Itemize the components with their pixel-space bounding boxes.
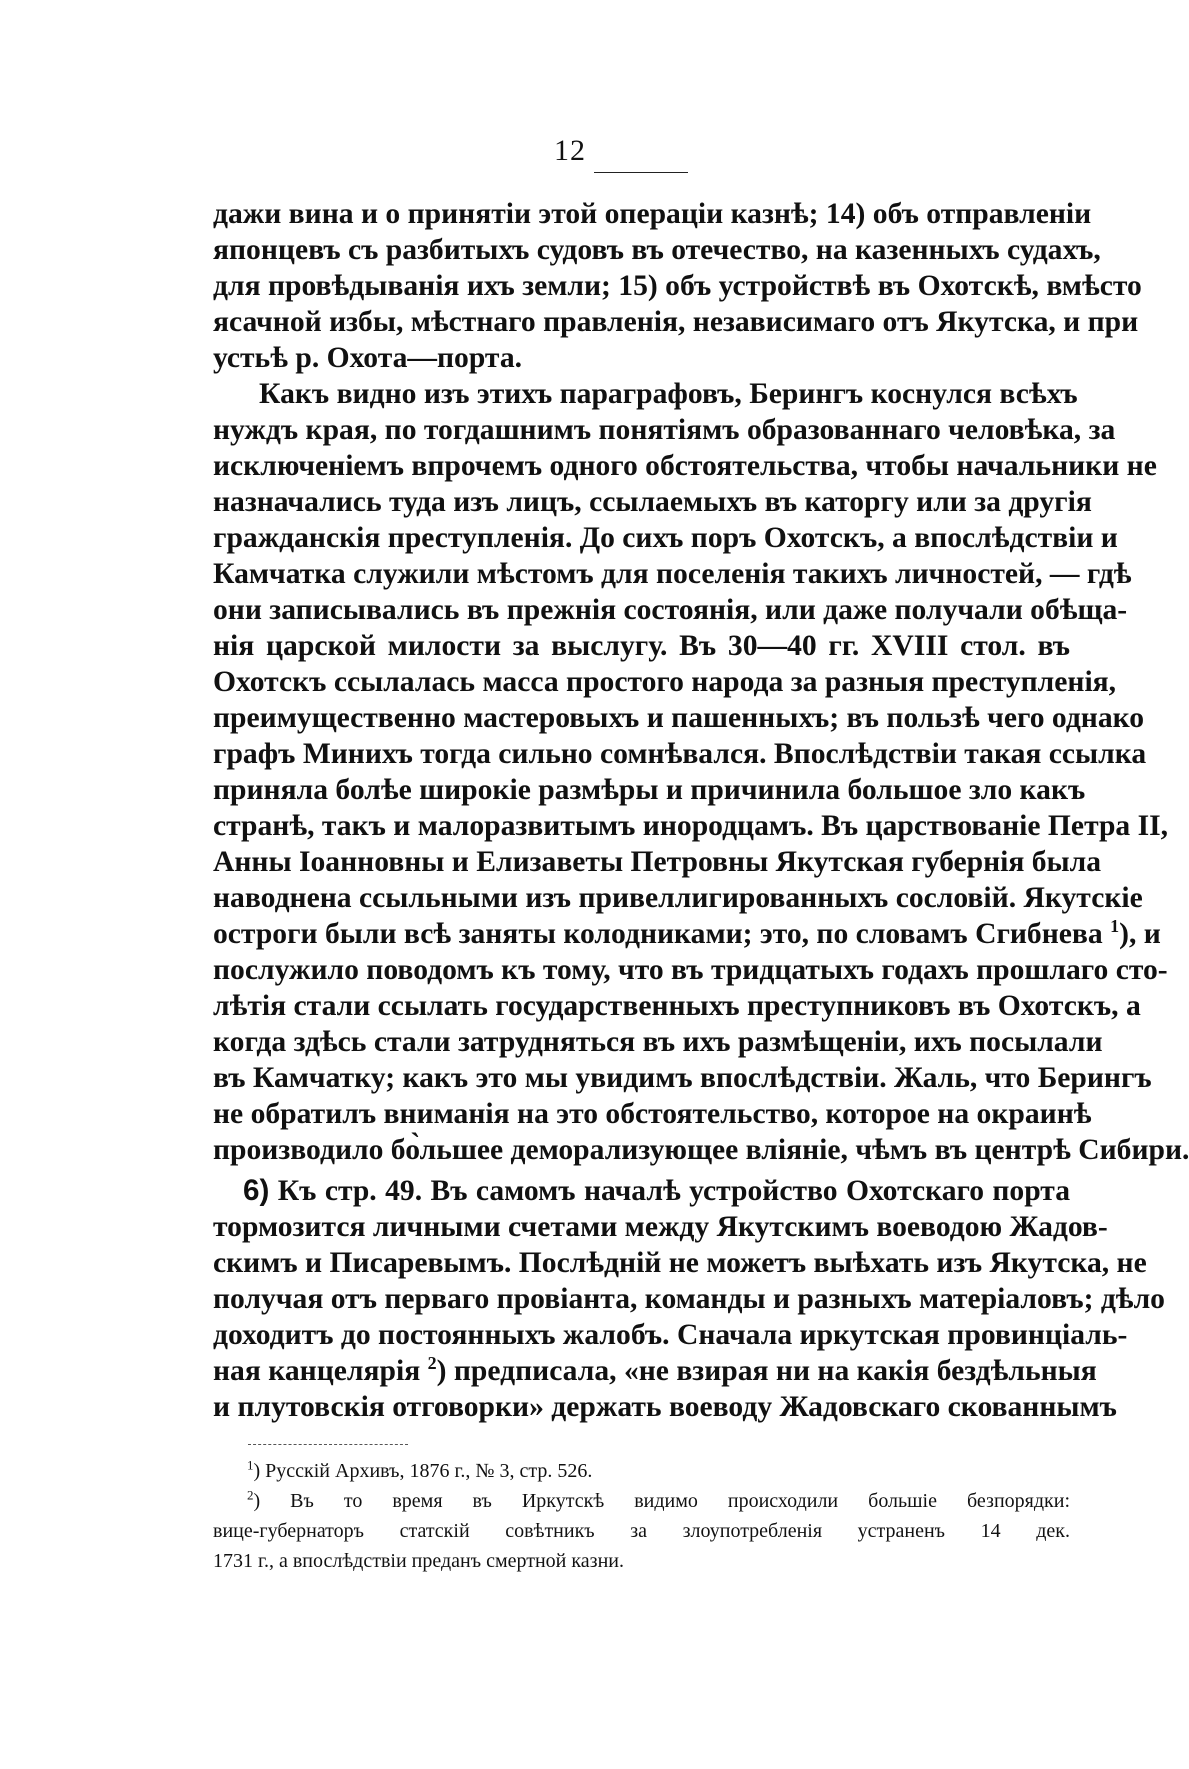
text-line: для провѣдыванія ихъ земли; 15) объ устройствѣ въ Охотскѣ, вмѣсто bbox=[213, 270, 1142, 302]
paragraph-continuation bbox=[213, 196, 1142, 376]
text-segment: ная канцелярія bbox=[213, 1355, 428, 1387]
text-segment: остроги были всѣ заняты колодниками; это, по словамъ Сгибнева bbox=[213, 918, 1111, 950]
text-segment: ) предписала, «не взирая ни на какія бездѣльныя bbox=[436, 1355, 1097, 1387]
text-line: наводнена ссыльными изъ привеллигированныхъ сословій. Якутскіе bbox=[213, 882, 1143, 914]
text-line: гражданскія преступленія. До сихъ поръ Охотскъ, а впослѣдствіи и bbox=[213, 522, 1118, 554]
footnote-2 bbox=[213, 1486, 1070, 1516]
footnote-2-line: 1731 г., а впослѣдствіи преданъ смертной казни. bbox=[213, 1550, 624, 1572]
text-line: японцевъ съ разбитыхъ судовъ въ отечество, на казенныхъ судахъ, bbox=[213, 234, 1101, 266]
footnote-1 bbox=[213, 1456, 1070, 1486]
text-line: назначались туда изъ лицъ, ссылаемыхъ въ каторгу или за другія bbox=[213, 486, 1092, 518]
footnote-ref-1[interactable]: 1 bbox=[1110, 916, 1120, 937]
text-line: исключеніемъ впрочемъ одного обстоятельства, чтобы начальники не bbox=[213, 450, 1157, 482]
text-line: когда здѣсь стали затрудняться въ ихъ размѣщеніи, ихъ посылали bbox=[213, 1026, 1103, 1058]
paragraph-note-6 bbox=[213, 1173, 1165, 1425]
text-line-with-footnote-ref bbox=[213, 916, 1161, 952]
footnote-mark: 1 bbox=[247, 1457, 254, 1473]
text-line: лѣтія стали ссылать государственныхъ преступниковъ въ Охотскъ, а bbox=[213, 990, 1141, 1022]
text-line: странѣ, такъ и малоразвитымъ инородцамъ. Въ царствованіе Петра II, bbox=[213, 810, 1169, 842]
text-line-with-footnote-ref bbox=[213, 1353, 1097, 1389]
text-line: преимущественно мастеровыхъ и пашенныхъ; въ пользѣ чего однако bbox=[213, 702, 1145, 734]
footnote-divider bbox=[248, 1444, 408, 1445]
text-line: не обратилъ вниманія на это обстоятельство, которое на окраинѣ bbox=[213, 1098, 1092, 1130]
note-number: 6) bbox=[243, 1174, 270, 1207]
text-line: послужило поводомъ къ тому, что въ тридцатыхъ годахъ прошлаго сто- bbox=[213, 954, 1168, 986]
footnotes bbox=[213, 1456, 1070, 1576]
footnote-text: ) Русскій Архивъ, 1876 г., № 3, стр. 526. bbox=[253, 1460, 593, 1482]
text-line: въ Камчатку; какъ это мы увидимъ впослѣдствіи. Жаль, что Берингъ bbox=[213, 1062, 1152, 1094]
text-line: графъ Минихъ тогда сильно сомнѣвался. Впослѣдствіи такая ссылка bbox=[213, 738, 1147, 770]
text-line: нія царской милости за выслугу. Въ 30—40 гг. XVIII стол. въ bbox=[213, 630, 1070, 662]
text-segment: ), и bbox=[1119, 918, 1161, 950]
text-line: они записывались въ прежнія состоянія, или даже получали обѣща- bbox=[213, 594, 1128, 626]
text-line: устьѣ р. Охота—порта. bbox=[213, 342, 523, 374]
text-line: ясачной избы, мѣстнаго правленія, независимаго отъ Якутска, и при bbox=[213, 306, 1139, 338]
text-line: Какъ видно изъ этихъ параграфовъ, Берингъ коснулся всѣхъ bbox=[259, 378, 1078, 410]
text-line: тормозится личными счетами между Якутскимъ воеводою Жадов- bbox=[213, 1211, 1108, 1243]
text-line: скимъ и Писаревымъ. Послѣдній не можетъ выѣхать изъ Якутска, не bbox=[213, 1247, 1147, 1279]
text-line: Анны Іоанновны и Елизаветы Петровны Якутская губернія была bbox=[213, 846, 1102, 878]
page-number-rule bbox=[594, 172, 688, 173]
text-line: нуждъ края, по тогдашнимъ понятіямъ образованнаго человѣка, за bbox=[213, 414, 1116, 446]
text-line: Камчатка служили мѣстомъ для поселенія такихъ личностей, — гдѣ bbox=[213, 558, 1132, 590]
footnote-mark: 2 bbox=[247, 1487, 254, 1503]
text-line bbox=[213, 1173, 1070, 1209]
footnote-2-line: вице-губернаторъ статскій совѣтникъ за злоупотребленія устраненъ 14 дек. bbox=[213, 1520, 1070, 1542]
text-line: доходитъ до постоянныхъ жалобъ. Сначала иркутская провинціаль- bbox=[213, 1319, 1128, 1351]
text-line: и плутовскія отговорки» держать воеводу Жадовскаго скованнымъ bbox=[213, 1391, 1117, 1423]
text-line: Охотскъ ссылалась масса простого народа за разныя преступленія, bbox=[213, 666, 1117, 698]
text-line: дажи вина и о принятіи этой операціи казнѣ; 14) объ отправленіи bbox=[213, 198, 1092, 230]
page-number: 12 bbox=[554, 134, 586, 167]
text-line: производило бо̀льшее деморализующее вліяніе, чѣмъ въ центрѣ Сибири. bbox=[213, 1134, 1189, 1166]
text-line: получая отъ перваго провіанта, команды и разныхъ матеріаловъ; дѣло bbox=[213, 1283, 1165, 1315]
footnote-ref-2[interactable]: 2 bbox=[427, 1353, 437, 1374]
text-line: приняла болѣе широкіе размѣры и причинила большое зло какъ bbox=[213, 774, 1086, 806]
paragraph-bering bbox=[213, 376, 1189, 1168]
footnote-text: ) Въ то время въ Иркутскѣ видимо происходили большіе безпорядки: bbox=[253, 1490, 1070, 1512]
text-segment: Къ стр. 49. Въ самомъ началѣ устройство Охотскаго порта bbox=[269, 1175, 1070, 1207]
